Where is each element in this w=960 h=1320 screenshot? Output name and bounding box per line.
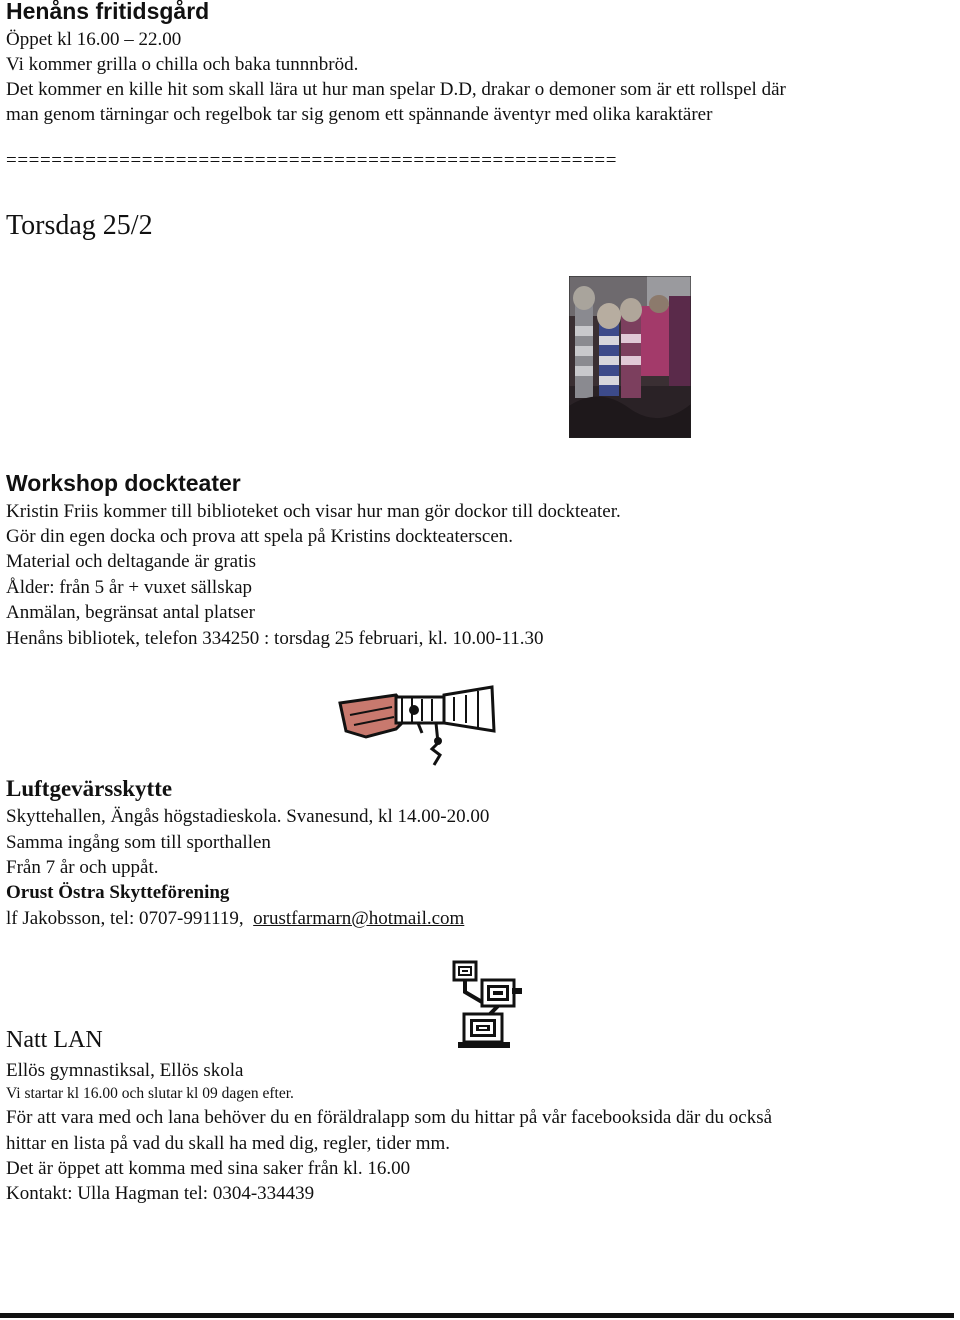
lan-line: hittar en lista på vad du skall ha med dig, regler, tider mm. <box>6 1133 451 1154</box>
workshop-line: Henåns bibliotek, telefon 334250 : torsdag 25 februari, kl. 10.00-11.30 <box>6 628 544 649</box>
lan-place: Ellös gymnastiksal, Ellös skola <box>6 1060 244 1081</box>
workshop-line: Material och deltagande är gratis <box>6 551 257 572</box>
footer-rule <box>0 1313 954 1318</box>
contact-prefix: lf Jakobsson, tel: 0707-991119, <box>6 908 254 929</box>
lan-line: Kontakt: Ulla Hagman tel: 0304-334439 <box>6 1183 315 1204</box>
contact-email-link[interactable]: orustfarmarn@hotmail.com <box>253 908 465 929</box>
rifle-clipart-icon <box>336 685 496 773</box>
fritidsgard-line: Det kommer en kille hit som skall lära ut hur man spelar D.D, drakar o demoner som är ett rollspel där <box>6 79 786 100</box>
fritidsgard-line: man genom tärningar och regelbok tar sig genom ett spännande äventyr med olika karaktärer <box>6 104 713 125</box>
luftgevar-line: Samma ingång som till sporthallen <box>6 832 271 853</box>
luftgevar-line: Från 7 år och uppåt. <box>6 857 159 878</box>
workshop-line: Anmälan, begränsat antal platser <box>6 602 256 623</box>
lan-line: För att vara med och lana behöver du en föräldralapp som du hittar på vår facebooksida där du också <box>6 1107 773 1128</box>
luftgevar-line: Skyttehallen, Ängås högstadieskola. Svanesund, kl 14.00-20.00 <box>6 806 490 827</box>
puppet-photo <box>569 276 691 438</box>
workshop-line: Ålder: från 5 år + vuxet sällskap <box>6 577 253 598</box>
workshop-line: Gör din egen docka och prova att spela på Kristins dockteaterscen. <box>6 526 514 547</box>
luftgevar-org: Orust Östra Skytteförening <box>6 882 230 903</box>
luftgevar-title: Luftgevärsskytte <box>6 776 173 801</box>
lan-line: Det är öppet att komma med sina saker från kl. 16.00 <box>6 1158 411 1179</box>
workshop-line: Kristin Friis kommer till biblioteket och visar hur man gör dockor till dockteater. <box>6 501 621 522</box>
separator-line: ====================================================== <box>6 150 618 171</box>
workshop-title: Workshop dockteater <box>6 470 241 496</box>
lan-title: Natt LAN <box>6 1027 103 1053</box>
computer-clipart-icon <box>446 958 526 1050</box>
lan-time-note: Vi startar kl 16.00 och slutar kl 09 dagen efter. <box>6 1085 294 1102</box>
day-heading: Torsdag 25/2 <box>6 210 153 241</box>
fritidsgard-line: Öppet kl 16.00 – 22.00 <box>6 29 182 50</box>
fritidsgard-title: Henåns fritidsgård <box>6 0 210 24</box>
fritidsgard-line: Vi kommer grilla o chilla och baka tunnnbröd. <box>6 54 359 75</box>
luftgevar-contact <box>6 906 464 932</box>
